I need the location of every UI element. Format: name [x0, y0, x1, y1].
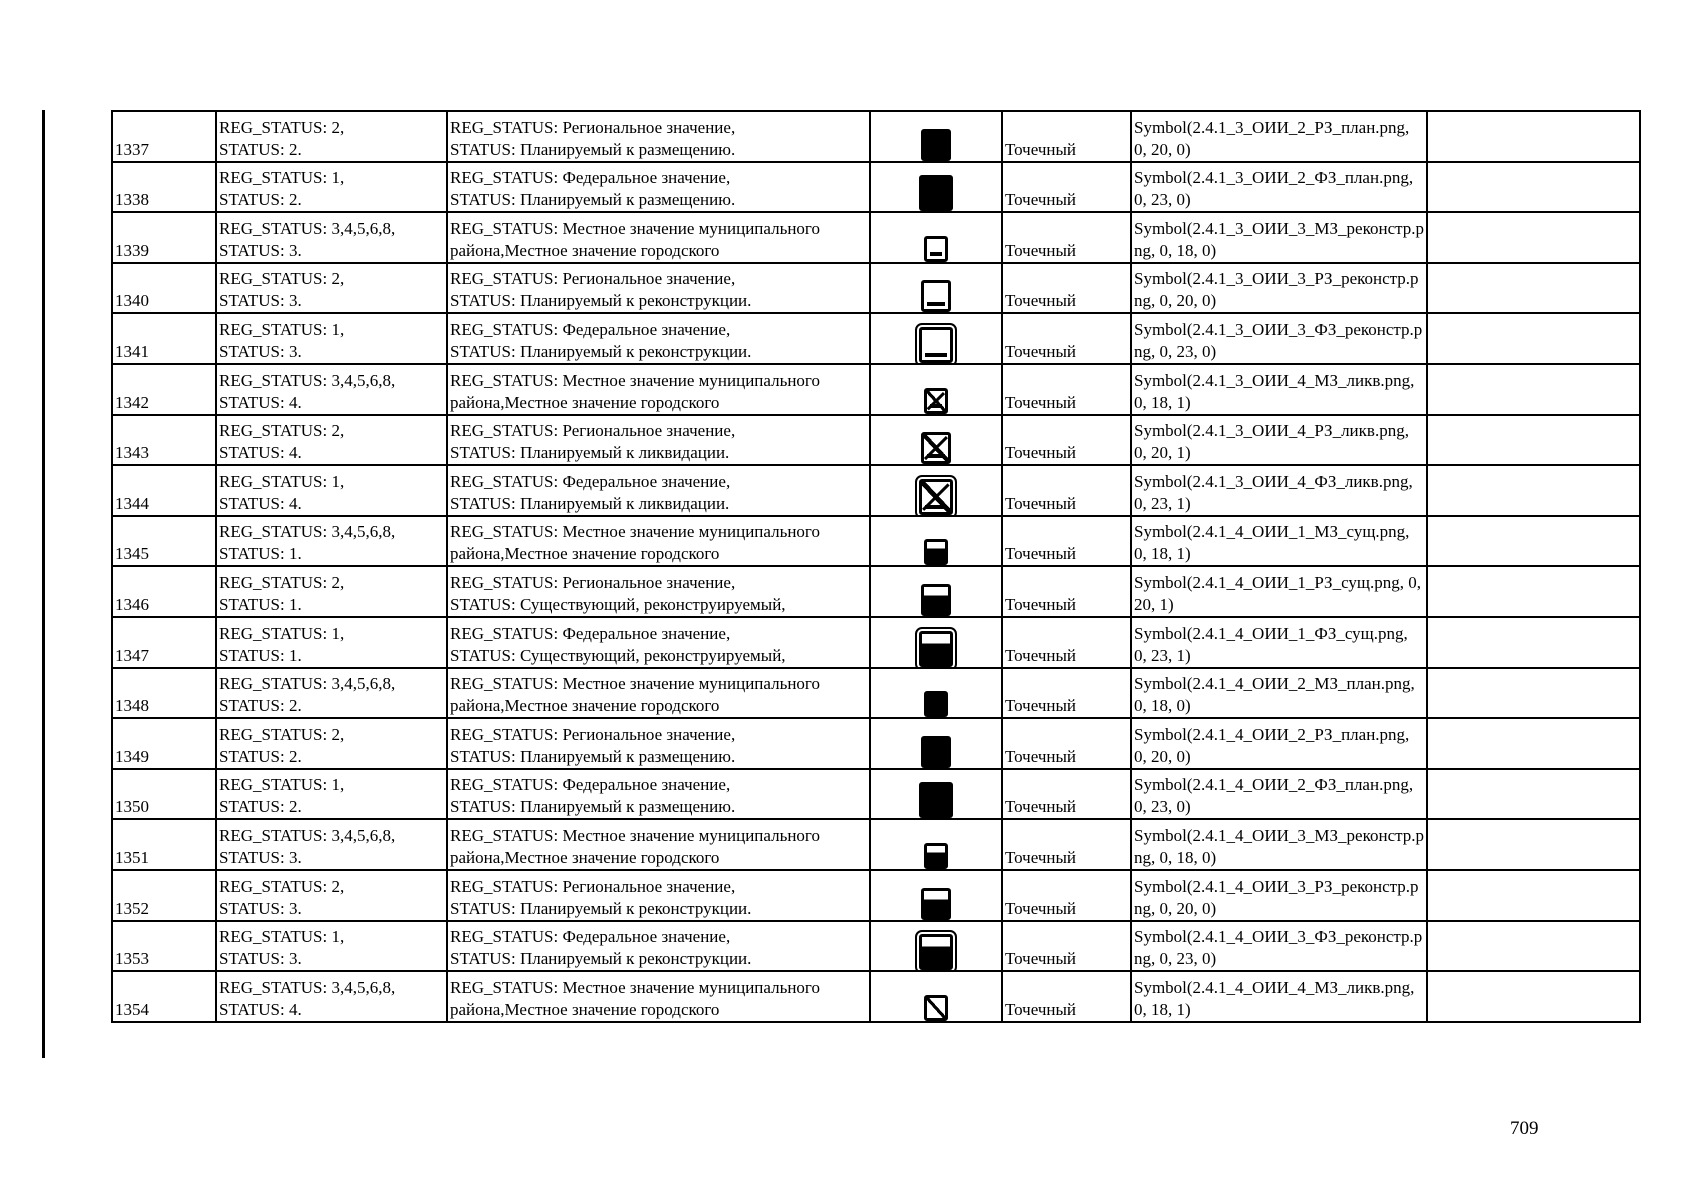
description-status: района,Местное значение городского — [450, 696, 720, 716]
geometry-type: Точечный — [1002, 465, 1131, 516]
condition-reg-status: REG_STATUS: 1, — [219, 319, 345, 339]
table-row — [112, 870, 1640, 921]
table-row — [112, 516, 1640, 567]
empty-cell — [1427, 162, 1640, 213]
outline-square-icon — [924, 236, 948, 262]
table-row — [112, 971, 1640, 1022]
condition-cell — [216, 364, 447, 415]
description-reg-status: REG_STATUS: Федеральное значение, — [450, 319, 731, 339]
condition-status: STATUS: 4. — [219, 493, 302, 513]
geometry-type: Точечный — [1002, 870, 1131, 921]
empty-cell — [1427, 212, 1640, 263]
description-status: STATUS: Планируемый к размещению. — [450, 190, 736, 210]
condition-reg-status: REG_STATUS: 2, — [219, 117, 345, 137]
symbol-expression: Symbol(2.4.1_3_ОИИ_3_РЗ_реконстр.png, 0, 20, 0) — [1131, 263, 1427, 314]
condition-status: STATUS: 1. — [219, 645, 302, 665]
geometry-type: Точечный — [1002, 921, 1131, 972]
table-row — [112, 819, 1640, 870]
symbol-cell — [870, 971, 1002, 1022]
description-status: STATUS: Планируемый к реконструкции. — [450, 898, 752, 918]
row-number: 1354 — [112, 971, 216, 1022]
symbol-cell — [870, 212, 1002, 263]
description-reg-status: REG_STATUS: Местное значение муниципального — [450, 370, 820, 390]
empty-cell — [1427, 819, 1640, 870]
description-status: STATUS: Существующий, реконструируемый, — [450, 594, 786, 614]
description-status: района,Местное значение городского — [450, 847, 720, 867]
half-filled-square-icon — [921, 888, 951, 920]
description-status: STATUS: Планируемый к реконструкции. — [450, 949, 752, 969]
condition-status: STATUS: 4. — [219, 999, 302, 1019]
description-reg-status: REG_STATUS: Федеральное значение, — [450, 775, 731, 795]
symbol-cell — [870, 465, 1002, 516]
condition-status: STATUS: 2. — [219, 190, 302, 210]
description-cell — [447, 971, 870, 1022]
description-cell — [447, 718, 870, 769]
symbol-expression: Symbol(2.4.1_3_ОИИ_3_МЗ_реконстр.png, 0, 18, 0) — [1131, 212, 1427, 263]
description-cell — [447, 566, 870, 617]
symbol-expression: Symbol(2.4.1_4_ОИИ_1_МЗ_сущ.png, 0, 18, 1) — [1131, 516, 1427, 567]
description-reg-status: REG_STATUS: Региональное значение, — [450, 269, 736, 289]
table-row — [112, 263, 1640, 314]
crossed-square-icon — [921, 432, 951, 464]
condition-cell — [216, 971, 447, 1022]
geometry-type: Точечный — [1002, 111, 1131, 162]
symbol-cell — [870, 263, 1002, 314]
geometry-type: Точечный — [1002, 769, 1131, 820]
description-cell — [447, 921, 870, 972]
condition-status: STATUS: 4. — [219, 443, 302, 463]
table-row — [112, 313, 1640, 364]
condition-reg-status: REG_STATUS: 1, — [219, 471, 345, 491]
empty-cell — [1427, 111, 1640, 162]
description-cell — [447, 263, 870, 314]
description-status: STATUS: Планируемый к реконструкции. — [450, 341, 752, 361]
filled-square-icon — [919, 175, 953, 211]
empty-cell — [1427, 971, 1640, 1022]
condition-reg-status: REG_STATUS: 3,4,5,6,8, — [219, 825, 396, 845]
filled-square-icon — [921, 129, 951, 161]
condition-cell — [216, 212, 447, 263]
symbol-cell — [870, 364, 1002, 415]
geometry-type: Точечный — [1002, 566, 1131, 617]
symbol-expression: Symbol(2.4.1_4_ОИИ_2_РЗ_план.png, 0, 20, 0) — [1131, 718, 1427, 769]
row-number: 1352 — [112, 870, 216, 921]
symbol-cell — [870, 313, 1002, 364]
symbol-cell — [870, 921, 1002, 972]
description-cell — [447, 819, 870, 870]
half-filled-square-icon — [924, 539, 948, 565]
empty-cell — [1427, 263, 1640, 314]
condition-cell — [216, 516, 447, 567]
description-reg-status: REG_STATUS: Местное значение муниципального — [450, 218, 820, 238]
description-cell — [447, 313, 870, 364]
description-reg-status: REG_STATUS: Региональное значение, — [450, 724, 736, 744]
geometry-type: Точечный — [1002, 971, 1131, 1022]
symbol-cell — [870, 617, 1002, 668]
description-reg-status: REG_STATUS: Местное значение муниципального — [450, 522, 820, 542]
empty-cell — [1427, 870, 1640, 921]
symbol-cell — [870, 516, 1002, 567]
row-number: 1338 — [112, 162, 216, 213]
symbol-expression: Symbol(2.4.1_4_ОИИ_1_ФЗ_сущ.png, 0, 23, 1) — [1131, 617, 1427, 668]
condition-reg-status: REG_STATUS: 2, — [219, 421, 345, 441]
geometry-type: Точечный — [1002, 263, 1131, 314]
condition-reg-status: REG_STATUS: 2, — [219, 269, 345, 289]
geometry-type: Точечный — [1002, 668, 1131, 719]
condition-reg-status: REG_STATUS: 3,4,5,6,8, — [219, 977, 396, 997]
table-row — [112, 566, 1640, 617]
symbol-expression: Symbol(2.4.1_4_ОИИ_2_МЗ_план.png, 0, 18, 0) — [1131, 668, 1427, 719]
table-row — [112, 162, 1640, 213]
condition-cell — [216, 566, 447, 617]
description-status: STATUS: Планируемый к размещению. — [450, 797, 736, 817]
description-cell — [447, 111, 870, 162]
condition-cell — [216, 668, 447, 719]
table-row — [112, 769, 1640, 820]
condition-status: STATUS: 3. — [219, 291, 302, 311]
symbol-cell — [870, 111, 1002, 162]
condition-cell — [216, 111, 447, 162]
description-reg-status: REG_STATUS: Региональное значение, — [450, 117, 736, 137]
row-number: 1347 — [112, 617, 216, 668]
symbol-expression: Symbol(2.4.1_4_ОИИ_4_МЗ_ликв.png, 0, 18, 1) — [1131, 971, 1427, 1022]
description-status: STATUS: Планируемый к ликвидации. — [450, 443, 730, 463]
symbol-cell — [870, 769, 1002, 820]
description-reg-status: REG_STATUS: Региональное значение, — [450, 572, 736, 592]
empty-cell — [1427, 921, 1640, 972]
symbol-cell — [870, 415, 1002, 466]
empty-cell — [1427, 313, 1640, 364]
table-row — [112, 364, 1640, 415]
condition-reg-status: REG_STATUS: 1, — [219, 623, 345, 643]
condition-status: STATUS: 2. — [219, 139, 302, 159]
condition-reg-status: REG_STATUS: 3,4,5,6,8, — [219, 218, 396, 238]
description-cell — [447, 415, 870, 466]
description-cell — [447, 668, 870, 719]
condition-status: STATUS: 3. — [219, 898, 302, 918]
condition-cell — [216, 617, 447, 668]
geometry-type: Точечный — [1002, 819, 1131, 870]
description-status: района,Местное значение городского — [450, 544, 720, 564]
geometry-type: Точечный — [1002, 516, 1131, 567]
row-number: 1339 — [112, 212, 216, 263]
margin-rule — [42, 110, 45, 1058]
empty-cell — [1427, 516, 1640, 567]
condition-cell — [216, 162, 447, 213]
half-filled-square-icon — [924, 843, 948, 869]
condition-reg-status: REG_STATUS: 1, — [219, 927, 345, 947]
description-cell — [447, 364, 870, 415]
condition-status: STATUS: 1. — [219, 544, 302, 564]
description-status: района,Местное значение городского — [450, 240, 720, 260]
description-status: STATUS: Планируемый к реконструкции. — [450, 291, 752, 311]
geometry-type: Точечный — [1002, 313, 1131, 364]
geometry-type: Точечный — [1002, 617, 1131, 668]
crossed-square-icon — [924, 388, 948, 414]
description-reg-status: REG_STATUS: Региональное значение, — [450, 421, 736, 441]
description-status: района,Местное значение городского — [450, 999, 720, 1019]
symbol-cell — [870, 162, 1002, 213]
description-cell — [447, 465, 870, 516]
outline-square-icon — [921, 280, 951, 312]
description-cell — [447, 769, 870, 820]
description-cell — [447, 516, 870, 567]
description-reg-status: REG_STATUS: Федеральное значение, — [450, 927, 731, 947]
description-status: района,Местное значение городского — [450, 392, 720, 412]
description-reg-status: REG_STATUS: Местное значение муниципального — [450, 977, 820, 997]
description-reg-status: REG_STATUS: Региональное значение, — [450, 876, 736, 896]
condition-reg-status: REG_STATUS: 2, — [219, 876, 345, 896]
half-filled-square-icon — [921, 584, 951, 616]
condition-reg-status: REG_STATUS: 3,4,5,6,8, — [219, 674, 396, 694]
description-cell — [447, 617, 870, 668]
symbol-expression: Symbol(2.4.1_4_ОИИ_1_РЗ_сущ.png, 0, 20, 1) — [1131, 566, 1427, 617]
condition-cell — [216, 313, 447, 364]
symbol-cell — [870, 668, 1002, 719]
empty-cell — [1427, 718, 1640, 769]
description-cell — [447, 162, 870, 213]
page-number: 709 — [1510, 1118, 1539, 1139]
table-row — [112, 921, 1640, 972]
symbol-cell — [870, 718, 1002, 769]
condition-cell — [216, 819, 447, 870]
half-filled-square-icon — [919, 631, 953, 667]
symbol-expression: Symbol(2.4.1_4_ОИИ_3_РЗ_реконстр.png, 0, 20, 0) — [1131, 870, 1427, 921]
empty-cell — [1427, 668, 1640, 719]
row-number: 1340 — [112, 263, 216, 314]
symbol-expression: Symbol(2.4.1_4_ОИИ_3_ФЗ_реконстр.png, 0, 23, 0) — [1131, 921, 1427, 972]
symbol-expression: Symbol(2.4.1_4_ОИИ_2_ФЗ_план.png, 0, 23, 0) — [1131, 769, 1427, 820]
condition-cell — [216, 769, 447, 820]
condition-reg-status: REG_STATUS: 3,4,5,6,8, — [219, 522, 396, 542]
crossed-square-icon — [919, 479, 953, 515]
symbol-cell — [870, 870, 1002, 921]
table-row — [112, 111, 1640, 162]
table-row — [112, 668, 1640, 719]
row-number: 1351 — [112, 819, 216, 870]
symbol-expression: Symbol(2.4.1_4_ОИИ_3_МЗ_реконстр.png, 0, 18, 0) — [1131, 819, 1427, 870]
condition-reg-status: REG_STATUS: 1, — [219, 775, 345, 795]
condition-status: STATUS: 3. — [219, 341, 302, 361]
symbol-table — [111, 110, 1641, 1023]
empty-cell — [1427, 415, 1640, 466]
row-number: 1344 — [112, 465, 216, 516]
condition-status: STATUS: 3. — [219, 240, 302, 260]
symbol-cell — [870, 566, 1002, 617]
row-number: 1349 — [112, 718, 216, 769]
condition-status: STATUS: 3. — [219, 847, 302, 867]
symbol-expression: Symbol(2.4.1_3_ОИИ_4_ФЗ_ликв.png, 0, 23, 1) — [1131, 465, 1427, 516]
filled-square-icon — [921, 736, 951, 768]
symbol-expression: Symbol(2.4.1_3_ОИИ_4_РЗ_ликв.png, 0, 20, 1) — [1131, 415, 1427, 466]
condition-cell — [216, 263, 447, 314]
row-number: 1353 — [112, 921, 216, 972]
geometry-type: Точечный — [1002, 415, 1131, 466]
description-reg-status: REG_STATUS: Местное значение муниципального — [450, 825, 820, 845]
condition-cell — [216, 465, 447, 516]
condition-status: STATUS: 2. — [219, 696, 302, 716]
description-reg-status: REG_STATUS: Федеральное значение, — [450, 168, 731, 188]
condition-reg-status: REG_STATUS: 1, — [219, 168, 345, 188]
symbol-expression: Symbol(2.4.1_3_ОИИ_2_РЗ_план.png, 0, 20, 0) — [1131, 111, 1427, 162]
table-row — [112, 415, 1640, 466]
filled-square-icon — [924, 691, 948, 717]
condition-status: STATUS: 2. — [219, 746, 302, 766]
condition-status: STATUS: 2. — [219, 797, 302, 817]
row-number: 1350 — [112, 769, 216, 820]
row-number: 1348 — [112, 668, 216, 719]
row-number: 1341 — [112, 313, 216, 364]
description-cell — [447, 870, 870, 921]
symbol-expression: Symbol(2.4.1_3_ОИИ_2_ФЗ_план.png, 0, 23, 0) — [1131, 162, 1427, 213]
table-row — [112, 212, 1640, 263]
table-row — [112, 465, 1640, 516]
geometry-type: Точечный — [1002, 718, 1131, 769]
table-row — [112, 718, 1640, 769]
row-number: 1337 — [112, 111, 216, 162]
condition-status: STATUS: 1. — [219, 594, 302, 614]
empty-cell — [1427, 364, 1640, 415]
geometry-type: Точечный — [1002, 364, 1131, 415]
condition-reg-status: REG_STATUS: 2, — [219, 572, 345, 592]
outline-square-icon — [919, 327, 953, 363]
filled-square-icon — [919, 782, 953, 818]
description-status: STATUS: Планируемый к размещению. — [450, 139, 736, 159]
condition-cell — [216, 921, 447, 972]
row-number: 1346 — [112, 566, 216, 617]
empty-cell — [1427, 566, 1640, 617]
description-reg-status: REG_STATUS: Федеральное значение, — [450, 623, 731, 643]
description-status: STATUS: Существующий, реконструируемый, — [450, 645, 786, 665]
symbol-expression: Symbol(2.4.1_3_ОИИ_3_ФЗ_реконстр.png, 0, 23, 0) — [1131, 313, 1427, 364]
row-number: 1343 — [112, 415, 216, 466]
symbol-expression: Symbol(2.4.1_3_ОИИ_4_МЗ_ликв.png, 0, 18, 1) — [1131, 364, 1427, 415]
empty-cell — [1427, 769, 1640, 820]
geometry-type: Точечный — [1002, 212, 1131, 263]
row-number: 1345 — [112, 516, 216, 567]
description-cell — [447, 212, 870, 263]
description-status: STATUS: Планируемый к ликвидации. — [450, 493, 730, 513]
table-row — [112, 617, 1640, 668]
symbol-cell — [870, 819, 1002, 870]
empty-cell — [1427, 465, 1640, 516]
empty-cell — [1427, 617, 1640, 668]
condition-cell — [216, 718, 447, 769]
description-reg-status: REG_STATUS: Местное значение муниципального — [450, 674, 820, 694]
half-crossed-square-icon — [924, 995, 948, 1021]
description-reg-status: REG_STATUS: Федеральное значение, — [450, 471, 731, 491]
condition-status: STATUS: 4. — [219, 392, 302, 412]
condition-status: STATUS: 3. — [219, 949, 302, 969]
row-number: 1342 — [112, 364, 216, 415]
half-filled-square-icon — [919, 934, 953, 970]
condition-reg-status: REG_STATUS: 3,4,5,6,8, — [219, 370, 396, 390]
condition-reg-status: REG_STATUS: 2, — [219, 724, 345, 744]
description-status: STATUS: Планируемый к размещению. — [450, 746, 736, 766]
condition-cell — [216, 415, 447, 466]
condition-cell — [216, 870, 447, 921]
geometry-type: Точечный — [1002, 162, 1131, 213]
